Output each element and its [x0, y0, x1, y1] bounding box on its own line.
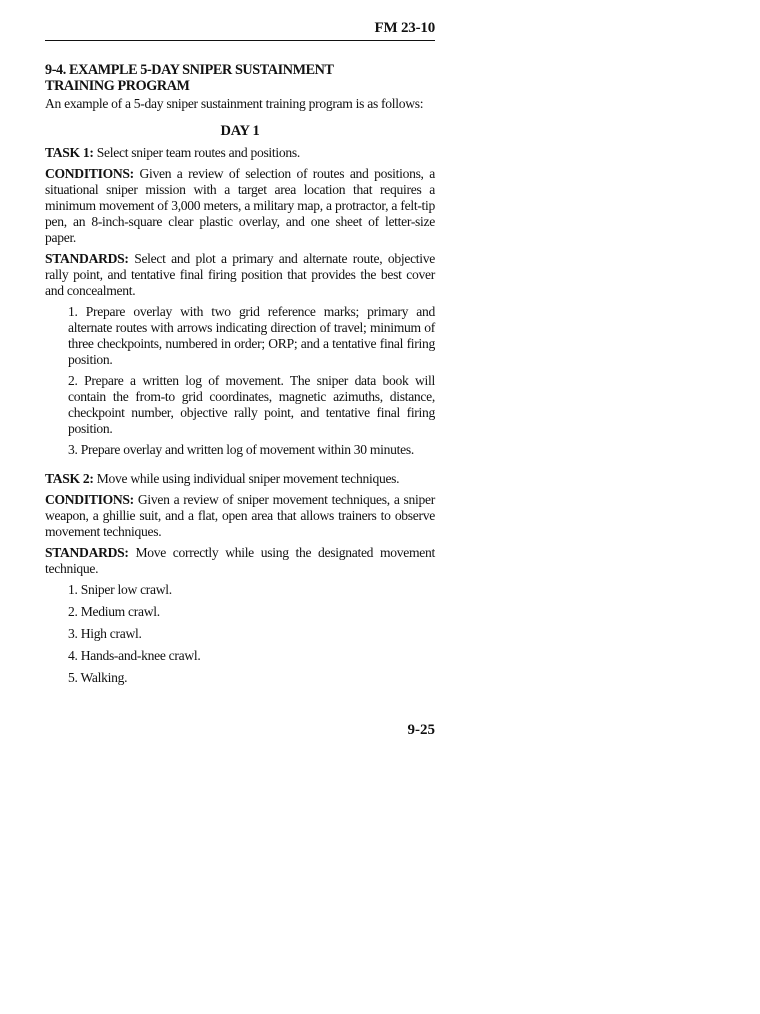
task-1 — [45, 145, 435, 161]
section-title-line-2: TRAINING PROGRAM — [45, 78, 190, 94]
page-number: 9-25 — [407, 722, 435, 738]
day-heading: DAY 1 — [220, 123, 260, 139]
task-1-item-3: 3. Prepare overlay and written log of movement within 30 minutes. — [68, 442, 414, 457]
section-title — [45, 62, 435, 94]
task-2-item-3: 3. High crawl. — [68, 626, 142, 641]
task-2-standards-text: Move correctly while using the designated movement technique. — [45, 545, 435, 576]
task-1-standards — [45, 251, 435, 299]
task-2-item-4: 4. Hands-and-knee crawl. — [68, 648, 201, 663]
task-1-conditions — [45, 166, 435, 246]
task-1-text: Select sniper team routes and positions. — [96, 145, 300, 160]
task-2 — [45, 471, 435, 487]
task-2-item-1: 1. Sniper low crawl. — [68, 582, 172, 597]
task-2-label: TASK 2: — [45, 471, 94, 486]
task-2-conditions-text: Given a review of sniper movement techniques, a sniper weapon, a ghillie suit, and a flat, open area that allows trainers to observe movement techniques. — [45, 492, 435, 539]
task-1-item-1: 1. Prepare overlay with two grid reference marks; primary and alternate routes with arrows indicating direction of travel; minimum of three checkpoints, numbered in order; ORP; and a tentative final firing position. — [68, 304, 435, 367]
task-2-item-2: 2. Medium crawl. — [68, 604, 160, 619]
task-2-item-5: 5. Walking. — [68, 670, 128, 685]
task-2-conditions-label: CONDITIONS: — [45, 492, 134, 507]
task-2-text: Move while using individual sniper movement techniques. — [96, 471, 400, 486]
task-2-standards-label: STANDARDS: — [45, 545, 129, 560]
page-body — [45, 62, 435, 692]
task-2-standards — [45, 545, 435, 577]
task-1-conditions-label: CONDITIONS: — [45, 166, 134, 181]
section-title-line-1: 9-4. EXAMPLE 5-DAY SNIPER SUSTAINMENT — [45, 62, 334, 78]
section-intro: An example of a 5-day sniper sustainment training program is as follows: — [45, 96, 424, 111]
task-1-conditions-text: Given a review of selection of routes and positions, a situational sniper mission with a target area location that requires a minimum movement of 3,000 meters, a military map, a protractor, a felt-tip pen, an 8-inch-square clear plastic overlay, and one sheet of letter-size paper. — [45, 166, 435, 245]
task-1-item-2: 2. Prepare a written log of movement. The sniper data book will contain the from-to grid coordinates, magnetic azimuths, distance, checkpoint number, objective rally point, and tentative final firing position. — [68, 373, 435, 436]
task-1-label: TASK 1: — [45, 145, 94, 160]
task-1-standards-label: STANDARDS: — [45, 251, 129, 266]
task-1-standards-text: Select and plot a primary and alternate route, objective rally point, and tentative final firing position that provides the best cover and concealment. — [45, 251, 435, 298]
page-header-manual-id: FM 23-10 — [374, 20, 435, 36]
header-rule — [45, 40, 435, 41]
task-2-conditions — [45, 492, 435, 540]
